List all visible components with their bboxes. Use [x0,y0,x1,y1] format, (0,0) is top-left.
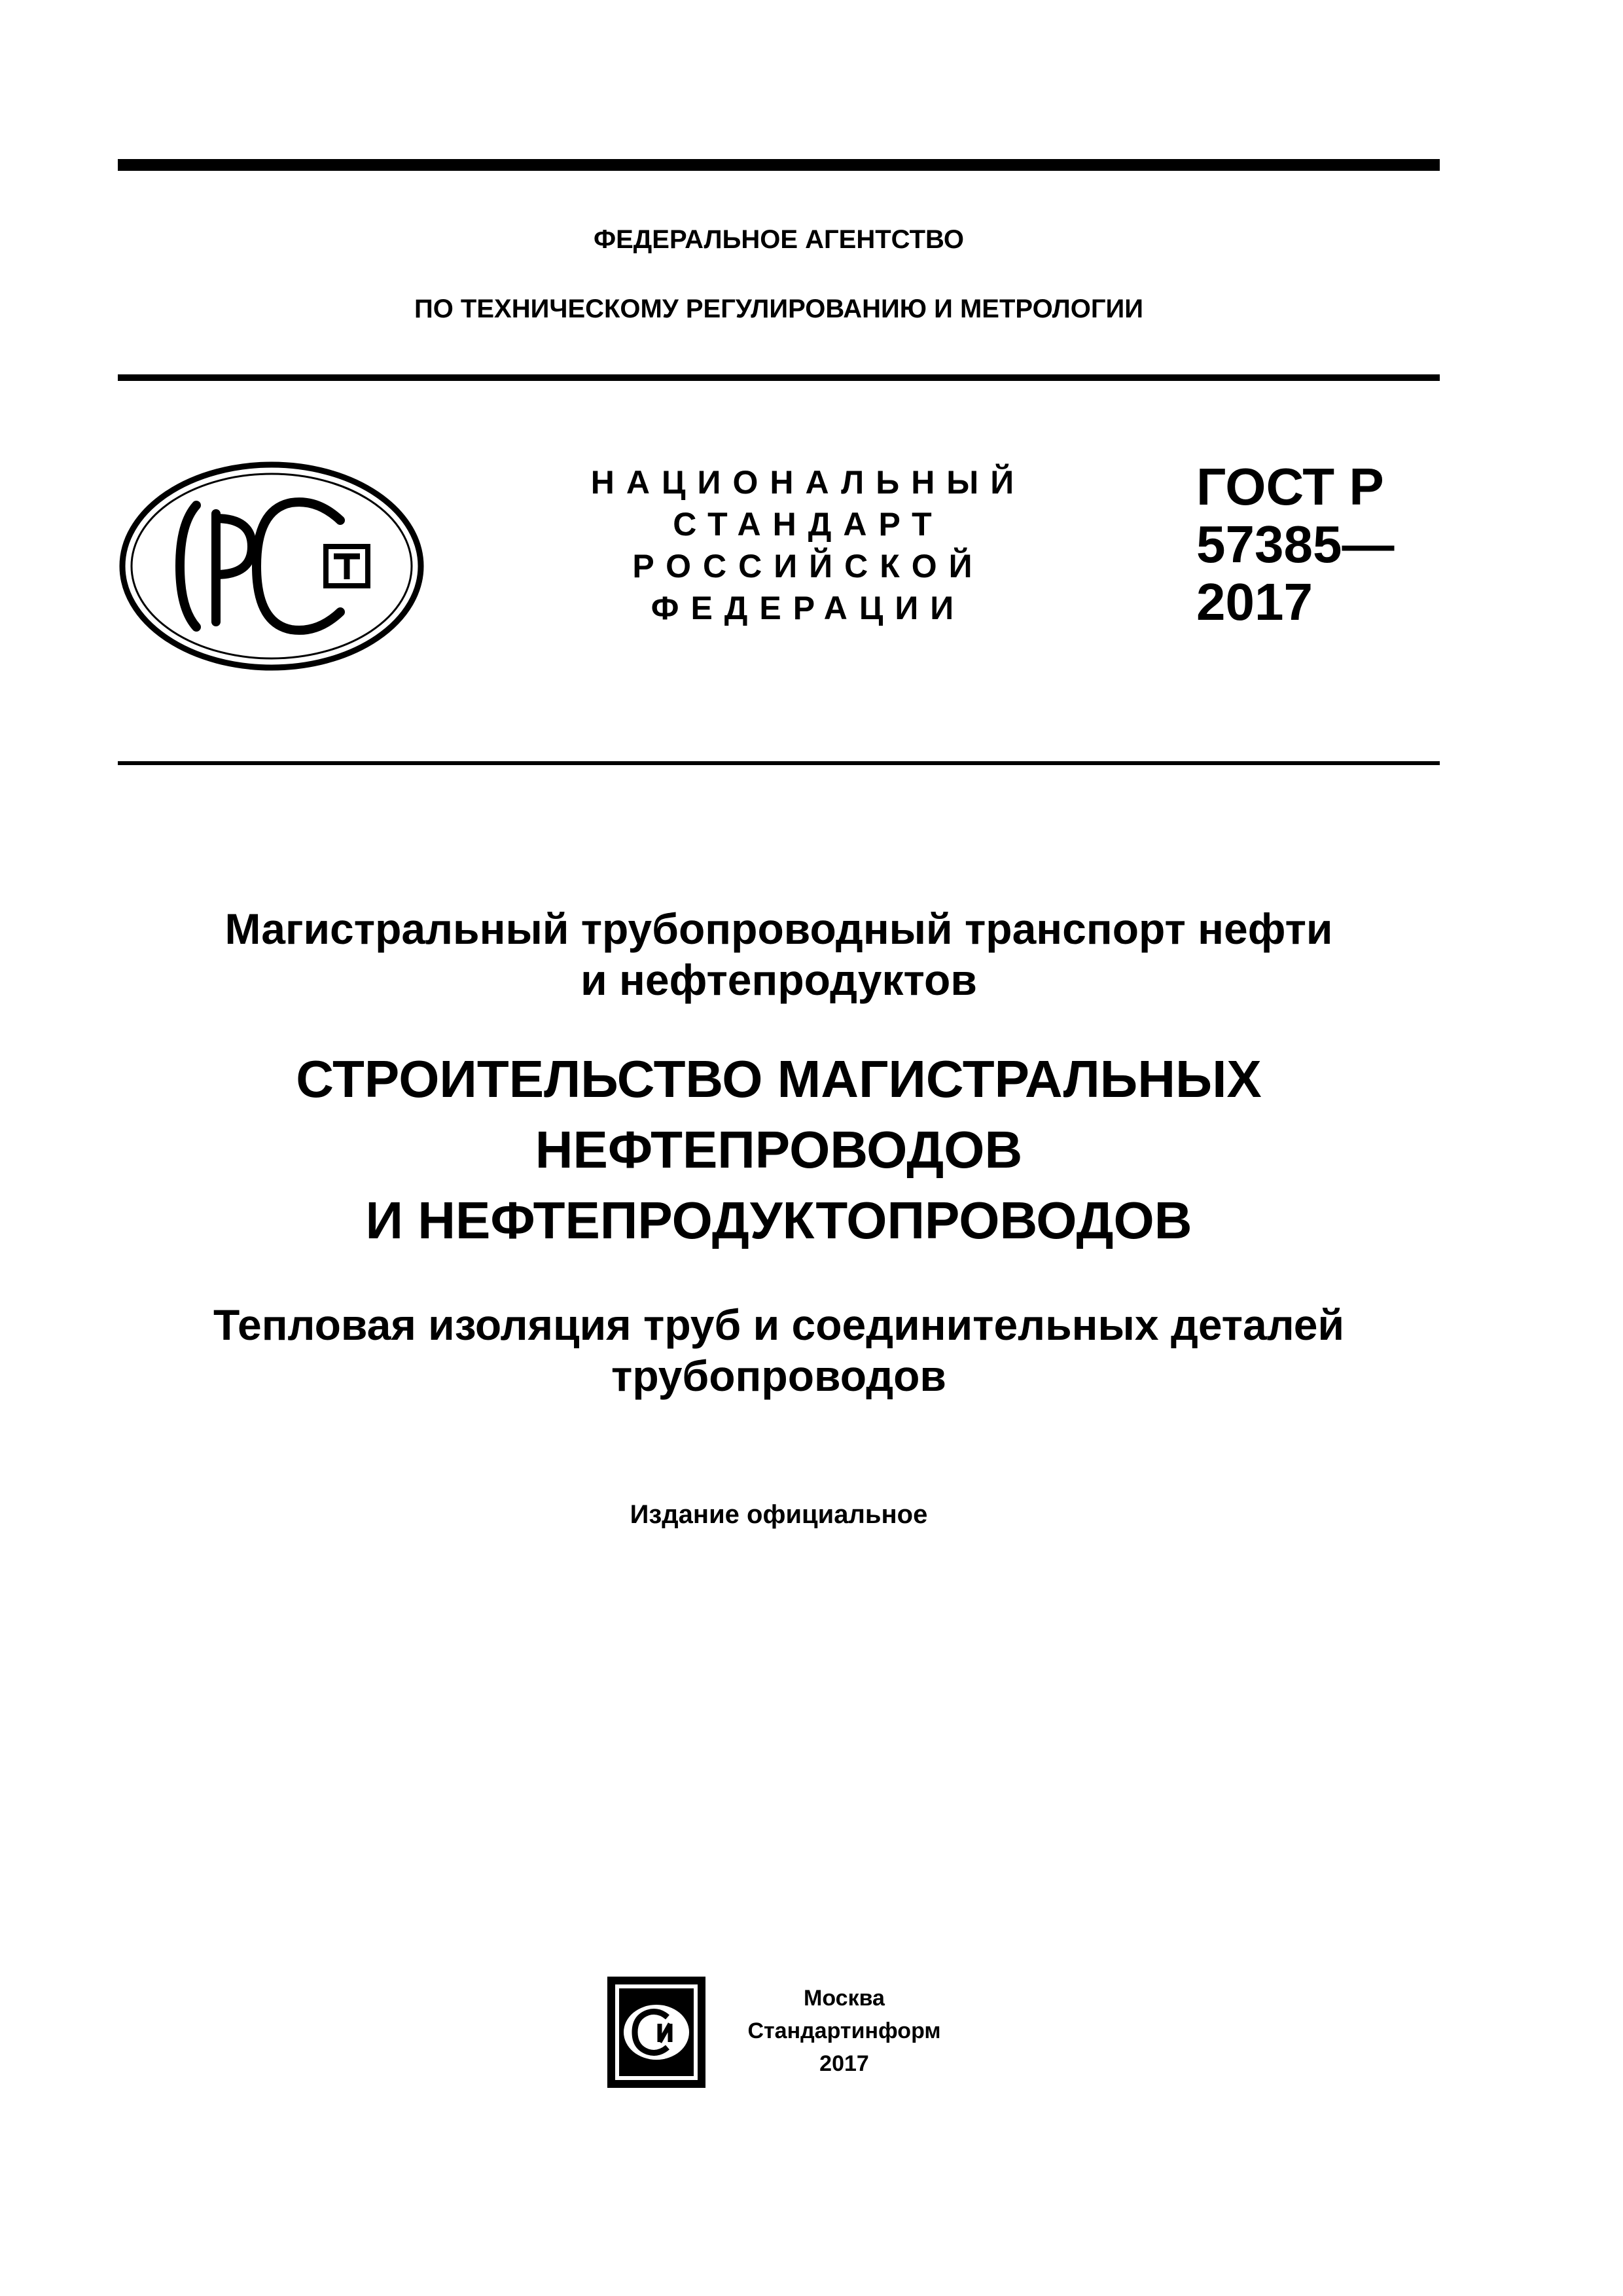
edition-label: Издание официальное [630,1500,928,1529]
agency-line-1: ФЕДЕРАЛЬНОЕ АГЕНТСТВО [593,225,965,254]
standartinform-logo-icon [607,1977,705,2088]
rst-emblem-icon [118,458,425,674]
subtitle-2 [118,1299,1440,1401]
standard-type-line-4: ФЕДЕРАЦИИ [651,590,966,626]
standard-designation [1196,458,1394,631]
standard-type-line-1: НАЦИОНАЛЬНЫЙ [590,464,1026,501]
designation-line-1: ГОСТ Р [1196,457,1384,516]
designation-line-3: 2017 [1196,573,1313,631]
subtitle-1 [118,903,1440,1005]
subtitle-2-line-1: Тепловая изоляция труб и соединительных деталей [213,1300,1345,1349]
designation-rule [118,761,1440,765]
standard-type [550,461,1067,629]
agency-line-2: ПО ТЕХНИЧЕСКОМУ РЕГУЛИРОВАНИЮ И МЕТРОЛОГИИ [414,295,1144,323]
subtitle-1-line-1: Магистральный трубопроводный транспорт нефти [224,905,1333,953]
standard-type-line-3: РОССИЙСКОЙ [632,548,984,584]
publisher-name: Стандартинформ [747,2018,941,2043]
subtitle-2-line-2: трубопроводов [611,1352,946,1400]
publisher-block [726,1982,962,2080]
publisher-year: 2017 [819,2051,869,2076]
top-rule [118,159,1440,171]
main-title [118,1044,1440,1256]
designation-line-2: 57385— [1196,515,1395,573]
subtitle-1-line-2: и нефтепродуктов [580,956,977,1004]
standard-type-line-2: СТАНДАРТ [673,506,944,543]
header-rule [118,374,1440,381]
main-title-line-3: И НЕФТЕПРОДУКТОПРОВОДОВ [365,1191,1192,1249]
main-title-line-1: СТРОИТЕЛЬСТВО МАГИСТРАЛЬНЫХ [296,1050,1262,1108]
main-title-line-2: НЕФТЕПРОВОДОВ [535,1121,1023,1179]
publisher-city: Москва [804,1986,885,2011]
